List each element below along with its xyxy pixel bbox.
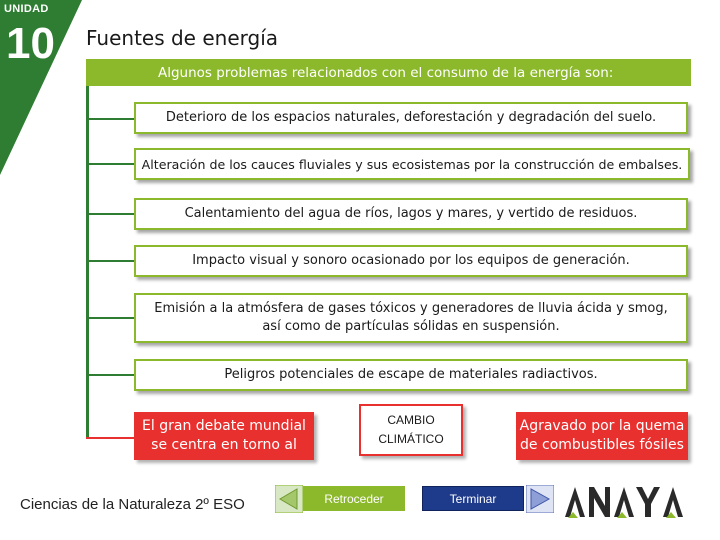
unit-label: UNIDAD xyxy=(4,3,49,15)
connector-line xyxy=(86,317,134,319)
debate-left-text: El gran debate mundial se centra en torno al xyxy=(142,418,306,453)
problem-text: Calentamiento del agua de ríos, lagos y mares, y vertido de residuos. xyxy=(184,206,638,222)
problem-text: Impacto visual y sonoro ocasionado por los equipos de generación. xyxy=(192,253,630,269)
back-button[interactable] xyxy=(303,486,405,511)
subtitle-text: Algunos problemas relacionados con el consumo de la energía son: xyxy=(158,64,614,81)
arrow-right-icon xyxy=(526,485,554,513)
back-button-label: Retroceder xyxy=(324,491,384,506)
climate-change-line1: CAMBIO xyxy=(387,412,435,427)
subtitle-bar xyxy=(86,59,691,86)
problem-item-3 xyxy=(134,198,688,230)
problem-item-5 xyxy=(134,293,688,343)
debate-left-box xyxy=(134,412,314,460)
connector-line xyxy=(86,118,134,120)
problem-text: Deterioro de los espacios naturales, deforestación y degradación del suelo. xyxy=(165,110,657,126)
course-label: Ciencias de la Naturaleza 2º ESO xyxy=(20,496,245,513)
anaya-logo-mark xyxy=(563,484,688,520)
anaya-logo xyxy=(563,484,688,524)
page-title: Fuentes de energía xyxy=(86,26,279,50)
problem-item-2 xyxy=(134,148,690,180)
problem-item-1 xyxy=(134,102,688,134)
climate-change-line2: CLIMÁTICO xyxy=(378,432,444,446)
debate-right-text: Agravado por la quema de combustibles fósiles xyxy=(519,418,685,453)
problem-text: Emisión a la atmósfera de gases tóxicos y generadores de lluvia ácida y smog, así como de partículas sólidas en suspensión. xyxy=(154,301,668,334)
next-arrow-button[interactable] xyxy=(526,485,554,513)
problem-text: Alteración de los cauces fluviales y sus ecosistemas por la construcción de embalses. xyxy=(141,156,683,172)
connector-line xyxy=(86,213,134,215)
debate-connector-line xyxy=(86,437,134,439)
end-button-label: Terminar xyxy=(449,491,497,506)
tree-connector xyxy=(86,86,89,438)
connector-line xyxy=(86,260,134,262)
problem-item-4 xyxy=(134,245,688,277)
unit-badge xyxy=(0,0,82,175)
connector-line xyxy=(86,374,134,376)
debate-right-box xyxy=(516,412,688,460)
problem-text: Peligros potenciales de escape de materiales radiactivos. xyxy=(224,367,598,383)
climate-change-box xyxy=(359,404,463,456)
unit-number: 10 xyxy=(6,19,55,68)
prev-arrow-button[interactable] xyxy=(275,485,303,513)
arrow-left-icon xyxy=(275,485,303,513)
connector-line xyxy=(86,163,134,165)
end-button[interactable] xyxy=(422,486,524,511)
problem-item-6 xyxy=(134,359,688,391)
